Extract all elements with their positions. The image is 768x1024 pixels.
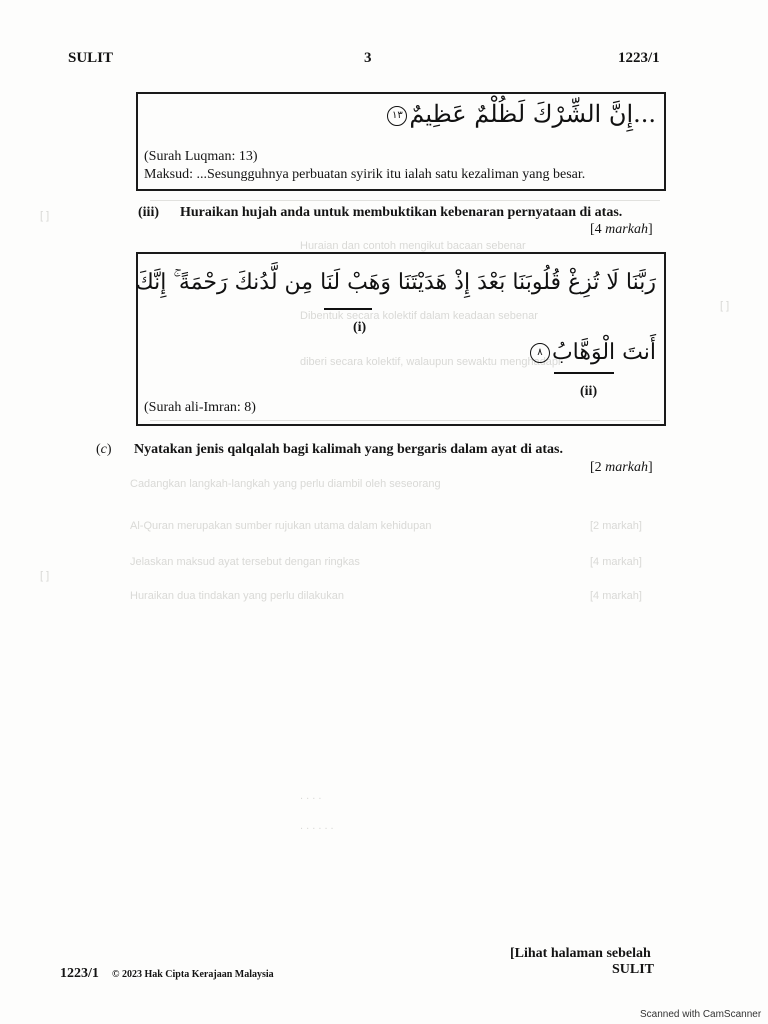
- question-iii-text: Huraikan hujah anda untuk membuktikan kebenaran pernyataan di atas.: [180, 205, 623, 220]
- arabic-verse-line-1: رَبَّنَا لَا تُزِغْ قُلُوبَنَا بَعْدَ إِذْ هَدَيْتَنَا وَهَبْ لَنَا مِن لَّدُنكَ رَحْمَةً ۚ إِنَّكَ: [135, 270, 656, 295]
- question-c-marks: [2 markah]: [590, 460, 653, 475]
- question-number-iii: (iii): [138, 205, 159, 220]
- page-number: 3: [364, 50, 372, 66]
- label-ii: (ii): [580, 384, 598, 399]
- reference-luqman: (Surah Luqman: 13): [144, 149, 258, 164]
- question-iii-marks: [4 markah]: [590, 222, 653, 237]
- quote-box-luqman: [136, 92, 666, 191]
- arabic-verse-luqman: ...إِنَّ الشِّرْكَ لَظُلْمٌ عَظِيمٌ١٣: [385, 100, 656, 128]
- footer-paper-code: 1223/1: [60, 966, 99, 981]
- ayah-number-marker: ١٣: [387, 106, 407, 126]
- header-sulit: SULIT: [68, 50, 114, 66]
- header-paper-code: 1223/1: [618, 50, 660, 66]
- footer-copyright: © 2023 Hak Cipta Kerajaan Malaysia: [112, 969, 274, 980]
- quote-box-ali-imran: [136, 252, 666, 426]
- underline-i: [324, 308, 372, 310]
- meaning-luqman: Maksud: ...Sesungguhnya perbuatan syirik itu ialah satu kezaliman yang besar.: [144, 167, 586, 182]
- footer-sulit: SULIT: [612, 962, 655, 977]
- arabic-verse-line-2: أَنتَ الْوَهَّابُ٨: [528, 340, 656, 365]
- ayah-number-marker: ٨: [530, 343, 550, 363]
- reference-ali-imran: (Surah ali-Imran: 8): [144, 400, 256, 415]
- question-letter-c: (c): [96, 442, 112, 457]
- footer-next-page: [Lihat halaman sebelah: [510, 946, 651, 961]
- underline-ii: [554, 372, 614, 374]
- scanner-watermark: Scanned with CamScanner: [640, 1009, 762, 1020]
- label-i: (i): [353, 320, 367, 335]
- question-c-text: Nyatakan jenis qalqalah bagi kalimah yang bergaris dalam ayat di atas.: [134, 442, 564, 457]
